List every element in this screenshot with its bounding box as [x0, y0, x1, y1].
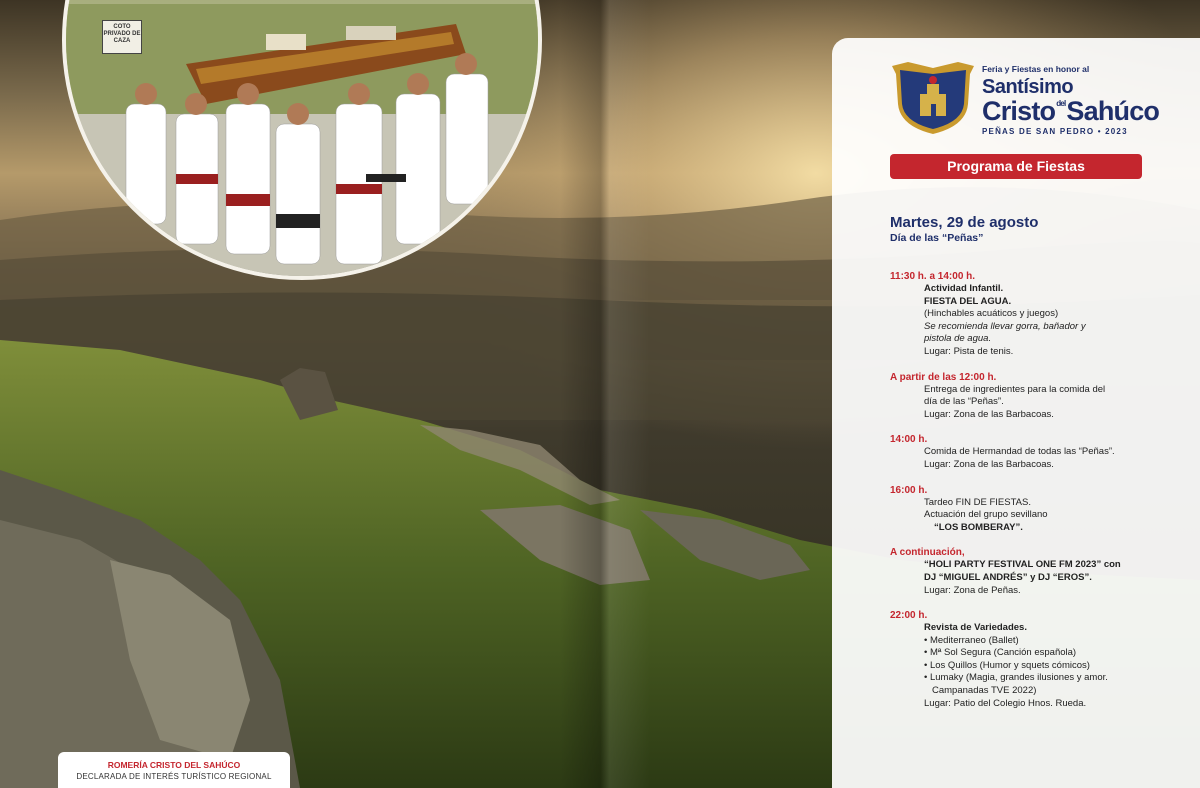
- event-location: Lugar: Zona de Peñas.: [924, 584, 1021, 596]
- day-title: Martes, 29 de agosto: [890, 214, 1039, 231]
- hunting-sign: [102, 20, 142, 54]
- tourism-badge: [58, 752, 290, 788]
- page-fold-shadow: [560, 0, 650, 788]
- event-line: Revista de Variedades.: [924, 622, 1027, 634]
- logo-line2: [982, 96, 1159, 127]
- event-line: “HOLI PARTY FESTIVAL ONE FM 2023” con: [924, 559, 1121, 571]
- event-item: [890, 609, 1190, 710]
- logo-tagline: Feria y Fiestas en honor al: [982, 64, 1090, 74]
- event-time: 22:00 h.: [890, 610, 928, 622]
- event-location: Lugar: Zona de las Barbacoas.: [924, 408, 1054, 420]
- event-line: Se recomienda llevar gorra, bañador y: [924, 320, 1086, 332]
- procession-photo: [62, 0, 542, 280]
- day-subtitle: Día de las “Peñas”: [890, 232, 984, 244]
- event-bullet: • Mediterraneo (Ballet): [890, 635, 1190, 648]
- event-item: [890, 433, 1190, 471]
- logo-town: PEÑAS DE SAN PEDRO • 2023: [982, 127, 1128, 136]
- event-time: 14:00 h.: [890, 434, 928, 446]
- event-line: Tardeo FIN DE FIESTAS.: [924, 496, 1031, 508]
- logo-word-cristo: Cristo: [982, 96, 1056, 126]
- event-bullet: • Lumaky (Magia, grandes ilusiones y amor.: [890, 672, 1190, 685]
- logo-word-sahuco: Sahúco: [1066, 96, 1160, 126]
- event-item: [890, 371, 1190, 422]
- sign-text: COTO PRIVADO DE CAZA: [103, 24, 141, 45]
- event-line: pistola de agua.: [924, 333, 992, 345]
- event-line: Actuación del grupo sevillano: [924, 509, 1048, 521]
- event-time: A continuación,: [890, 547, 965, 559]
- logo-line1: Santísimo: [982, 76, 1074, 98]
- event-time: A partir de las 12:00 h.: [890, 371, 997, 383]
- badge-subtitle: DECLARADA DE INTERÉS TURÍSTICO REGIONAL: [76, 772, 272, 781]
- event-list: [890, 270, 1190, 722]
- event-line: Campanadas TVE 2022): [932, 685, 1037, 697]
- event-line: DJ “MIGUEL ANDRÉS” y DJ “EROS”.: [924, 571, 1092, 583]
- event-bullet: • Los Quillos (Humor y squets cómicos): [890, 660, 1190, 673]
- event-line: Comida de Hermandad de todas las “Peñas”.: [924, 446, 1115, 458]
- event-time: 16:00 h.: [890, 484, 928, 496]
- badge-title: ROMERÍA CRISTO DEL SAHÚCO: [107, 760, 241, 770]
- event-location: Lugar: Zona de las Barbacoas.: [924, 458, 1054, 470]
- event-line: “LOS BOMBERAY”.: [934, 521, 1023, 533]
- event-line: Actividad Infantil.: [924, 283, 1004, 294]
- event-location: Lugar: Pista de tenis.: [924, 345, 1014, 357]
- event-time: 11:30 h. a 14:00 h.: [890, 271, 976, 282]
- event-line: FIESTA DEL AGUA.: [924, 295, 1012, 307]
- program-panel: [832, 38, 1200, 788]
- event-location: Lugar: Patio del Colegio Hnos. Rueda.: [924, 697, 1087, 709]
- event-item: [890, 270, 1190, 359]
- event-bullet: • Mª Sol Segura (Canción española): [890, 647, 1190, 660]
- event-item: [890, 546, 1190, 597]
- event-item: [890, 484, 1190, 535]
- coat-of-arms-icon: [890, 60, 976, 136]
- logo-word-del: del: [1056, 99, 1066, 108]
- event-line: Entrega de ingredientes para la comida del: [924, 383, 1106, 395]
- event-line: (Hinchables acuáticos y juegos): [924, 308, 1059, 320]
- event-line: día de las “Peñas”.: [924, 396, 1004, 408]
- program-banner: Programa de Fiestas: [890, 154, 1142, 179]
